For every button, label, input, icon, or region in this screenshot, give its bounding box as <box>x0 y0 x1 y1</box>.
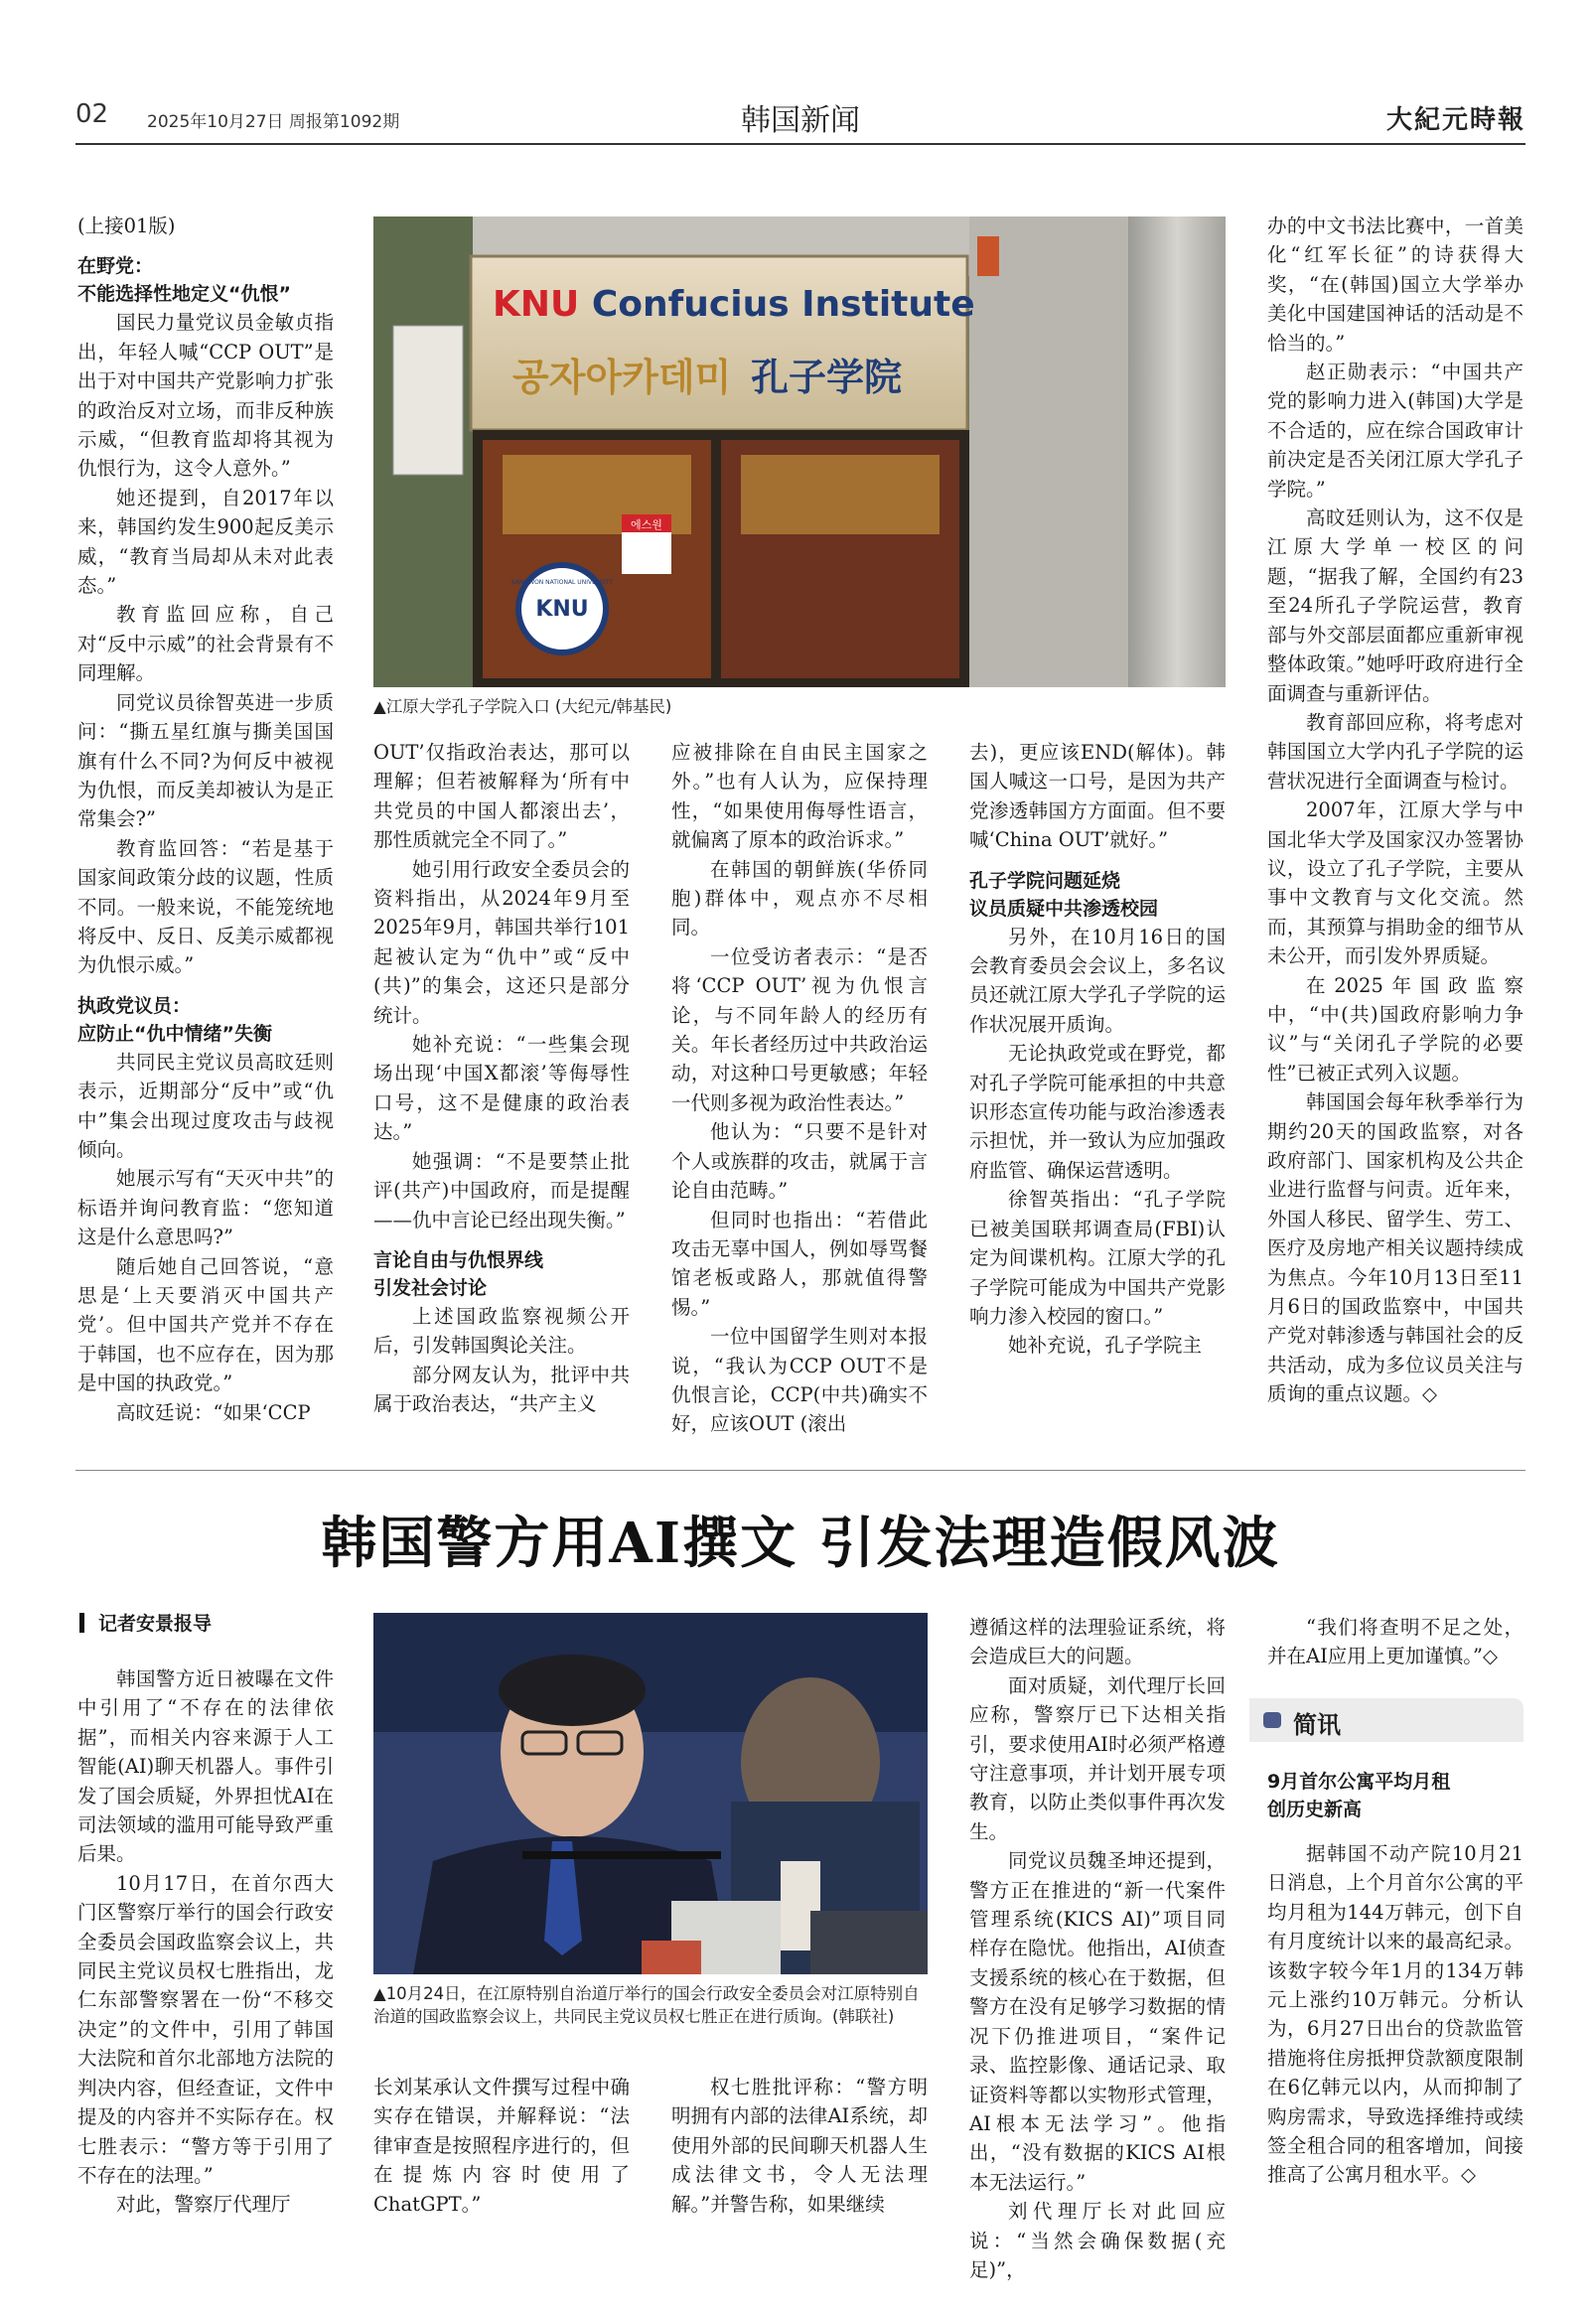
paragraph: 共同民主党议员高旼廷则表示，近期部分“反中”或“仇中”集会出现过度攻击与歧视倾向。 <box>77 1050 334 1161</box>
article2-column-4 <box>969 1613 1226 2284</box>
subhead: 执政党议员： <box>77 994 192 1017</box>
paragraph: 上述国政监察视频公开后，引发韩国舆论关注。 <box>373 1304 630 1358</box>
photo-caption: ▲江原大学孔子学院入口 (大纪元/韩基民) <box>373 697 672 716</box>
paragraph: 无论执政党或在野党，都对孔子学院可能承担的中共意识形态宣传功能与政治渗透表示担忧，并一致认为应加强政府监管、确保运营透明。 <box>969 1042 1226 1182</box>
issue-date: 2025年10月27日 周报第1092期 <box>147 112 400 132</box>
paragraph: 她引用行政安全委员会的资料指出，从2024年9月至2025年9月，韩国共举行101起被认定为“仇中”或“反中(共)”的集会，这还只是部分统计。 <box>373 857 630 1027</box>
paragraph: 应被排除在自由民主国家之外。”也有人认为，应保持理性，“如果使用侮辱性语言，就偏离了原本的政治诉求。” <box>671 741 928 852</box>
section-divider <box>75 1470 1525 1471</box>
paragraph: 遵循这样的法理验证系统，将会造成巨大的问题。 <box>969 1616 1226 1668</box>
byline-bar <box>79 1613 84 1633</box>
photo-caption: ▲10月24日，在江原特别自治道厅举行的国会行政安全委员会对江原特别自治道的国政监察会议上，共同民主党议员权七胜正在进行质询。(韩联社) <box>373 1984 920 2026</box>
masthead <box>75 95 1525 143</box>
paragraph: 办的中文书法比赛中，一首美化“红军长征”的诗获得大奖，“在(韩国)国立大学举办美化中国建国神话的活动是不恰当的。” <box>1267 215 1523 355</box>
paragraph: 但同时也指出：“若借此攻击无辜中国人，例如辱骂餐馆老板或路人，那就值得警惕。” <box>671 1208 928 1319</box>
article1-column-2 <box>373 738 630 1419</box>
seal-text: KNU <box>535 597 589 622</box>
brief-title: 创历史新高 <box>1267 1799 1363 1820</box>
sign-english: Confucius Institute <box>591 284 975 325</box>
paragraph: 10月17日，在首尔西大门区警察厅举行的国会行政安全委员会国政监察会议上，共同民主党议员权七胜指出，龙仁东部警察署在一份“不移交决定”的文件中，引用了韩国大法院和首尔北部地方法院的判决内容，但经查证，文件中提及的内容并不实际存在。权七胜表示：“警方等于引用了不存在的法理。” <box>77 1871 334 2187</box>
article2-column-5 <box>1267 1613 1523 1671</box>
paragraph: 在韩国的朝鲜族(华侨同胞)群体中，观点亦不尽相同。 <box>671 857 928 939</box>
paragraph: 教育监回答：“若是基于国家间政策分歧的议题，性质不同。一般来说，不能笼统地将反中、反日、反美示威都视为仇恨示威。” <box>77 836 334 977</box>
paragraph: 她还提到，自2017年以来，韩国约发生900起反美示威，“教育当局却从未对此表态。” <box>77 486 334 598</box>
paragraph: 她补充说：“一些集会现场出现‘中国X都滚’等侮辱性口号，这不是健康的政治表达。” <box>373 1033 630 1144</box>
seal-ring-text: KANGWON NATIONAL UNIVERSITY <box>511 579 613 586</box>
brief-header <box>1249 1698 1523 1742</box>
paragraph: 长刘某承认文件撰写过程中确实存在错误，并解释说：“法律审查是按照程序进行的，但在提炼内容时使用了ChatGPT。” <box>373 2076 630 2216</box>
article2-column-2 <box>373 2073 630 2219</box>
paragraph: 同党议员徐智英进一步质问：“撕五星红旗与撕美国国旗有什么不同?为何反中被视为仇恨，而反美却被认为是正常集会?” <box>77 690 334 831</box>
subhead: 言论自由与仇恨界线 <box>373 1248 544 1271</box>
paragraph: 一位中国留学生则对本报说，“我认为CCP OUT不是仇恨言论，CCP(中共)确实不好，应该OUT (滚出 <box>671 1325 928 1436</box>
paragraph: 在2025年国政监察中，“中(共)国政府影响力争议”与“关闭孔子学院的必要性”已被正式列入议题。 <box>1267 973 1523 1084</box>
article1-column-3 <box>671 738 928 1439</box>
article1-column-1 <box>77 212 334 1427</box>
paragraph: 教育部回应称，将考虑对韩国国立大学内孔子学院的运营状况进行全面调查与检讨。 <box>1267 710 1523 793</box>
byline-text: 记者安景报导 <box>98 1613 213 1635</box>
subhead: 不能选择性地定义“仇恨” <box>77 283 291 306</box>
paragraph: 高旼廷说：“如果‘CCP <box>116 1400 311 1424</box>
sign-korean: 공자아카데미 <box>512 356 732 399</box>
paragraph: 赵正勋表示：“中国共产党的影响力进入(韩国)大学是不合适的，应在综合国政审计前决定是否关闭江原大学孔子学院。” <box>1267 361 1523 501</box>
paragraph: 另外，在10月16日的国会教育委员会会议上，多名议员还就江原大学孔子学院的运作状况展开质询。 <box>969 925 1226 1036</box>
paragraph: 她展示写有“天灭中共”的标语并询问教育监：“您知道这是什么意思吗?” <box>77 1167 334 1249</box>
paragraph: 高旼廷则认为，这不仅是江原大学单一校区的问题，“据我了解，全国约有23至24所孔子学院运营，教育部与外交部层面都应重新审视整体政策。”她呼吁政府进行全面调查与重新评估。 <box>1267 506 1523 705</box>
brief-label: 简讯 <box>1293 1711 1341 1739</box>
paragraph: 韩国国会每年秋季举行为期约20天的国政监察，对各政府部门、国家机构及公共企业进行监督与问责。近年来，外国人移民、留学生、劳工、医疗及房地产相关议题持续成为焦点。今年10月13日至11月6日的国政监察中，中国共产党对韩渗透与韩国社会的反共活动，成为多位议员关注与质询的重点议题。◇ <box>1267 1090 1523 1406</box>
sign-chinese: 孔子学院 <box>751 355 903 399</box>
paragraph: 随后她自己回答说，“意思是‘上天要消灭中国共产党’。但中国共产党并不存在于韩国，也不应存在，因为那是中国的执政党。” <box>77 1254 334 1395</box>
paragraph: OUT’仅指政治表达，那可以理解；但若被解释为‘所有中共党员的中国人都滚出去’，那性质就完全不同了。” <box>373 741 630 852</box>
paragraph: 同党议员魏圣坤还提到，警方正在推进的“新一代案件管理系统(KICS AI)”项目同样存在隐忧。他指出，AI侦查支援系统的核心在于数据，但警方在没有足够学习数据的情况下仍推进项目，“案件记录、监控影像、通话记录、取证资料等都以实物形式管理，AI根本无法学习”。他指出，“没有数据的KICS AI根本无法运行。” <box>969 1849 1226 2194</box>
sign-prefix: KNU <box>493 284 580 325</box>
photo-illustration <box>373 1613 928 1974</box>
photo-illustration <box>373 217 1226 687</box>
paragraph: “我们将查明不足之处，并在AI应用上更加谨慎。”◇ <box>1267 1616 1523 1668</box>
hearing-photo <box>373 1613 928 1974</box>
article2-headline: 韩国警方用AI撰文 引发法理造假风波 <box>321 1511 1280 1576</box>
paragraph: 徐智英指出：“孔子学院已被美国联邦调查局(FBI)认定为间谍机构。江原大学的孔子学院可能成为中国共产党影响力渗入校园的窗口。” <box>969 1188 1226 1328</box>
paragraph: 教育监回应称，自己对“反中示威”的社会背景有不同理解。 <box>77 603 334 685</box>
newspaper-logo: 大紀元時報 <box>1385 105 1525 135</box>
subhead: 孔子学院问题延烧 <box>969 869 1121 892</box>
svg-text:KNU Confucius Institute <box>493 284 975 325</box>
subhead: 引发社会讨论 <box>373 1276 488 1299</box>
paragraph: 据韩国不动产院10月21日消息，上个月首尔公寓的平均月租为144万韩元，创下自有月度统计以来的最高纪录。该数字较今年1月的134万韩元上涨约10万韩元。分析认为，6月27日出台的贷款监管措施将住房抵押贷款额度限制在6亿韩元以内，从而抑制了购房需求，导致选择维持或续签全租合同的租客增加，间接推高了公寓月租水平。◇ <box>1267 1842 1523 2187</box>
article1-column-5 <box>1267 212 1523 1409</box>
paragraph: 国民力量党议员金敏贞指出，年轻人喊“CCP OUT”是出于对中国共产党影响力扩张的政治反对立场，而非反种族示威，“但教育监却将其视为仇恨行为，这令人意外。” <box>77 311 334 481</box>
paragraph: 韩国警方近日被曝在文件中引用了“不存在的法律依据”，而相关内容来源于人工智能(AI)聊天机器人。事件引发了国会质疑，外界担忧AI在司法领域的滥用可能导致严重后果。 <box>77 1667 334 1866</box>
paragraph: 她补充说，孔子学院主 <box>1008 1334 1203 1358</box>
continued-note: (上接01版) <box>77 215 176 237</box>
paragraph: 去)，更应该END(解体)。韩国人喊这一口号，是因为共产党渗透韩国方方面面。但不要喊‘China OUT’就好。” <box>969 741 1226 852</box>
article2-column-3 <box>671 2073 928 2219</box>
paragraph: 一位受访者表示：“是否将‘CCP OUT’视为仇恨言论，与不同年龄人的经历有关。年长者经历过中共政治运动，对这种口号更敏感；年轻一代则多视为政治性表达。” <box>671 944 928 1114</box>
article1-column-4 <box>969 738 1226 1361</box>
paragraph: 部分网友认为，批评中共属于政治表达，“共产主义 <box>373 1363 630 1416</box>
brief-column <box>1267 1768 1523 2190</box>
top-rule <box>75 143 1525 145</box>
section-title: 韩国新闻 <box>741 103 860 138</box>
confucius-institute-photo <box>373 217 1226 687</box>
article2-column-1 <box>77 1664 334 2220</box>
paragraph: 权七胜批评称：“警方明明拥有内部的法律AI系统，却使用外部的民间聊天机器人生成法律文书，令人无法理解。”并警告称，如果继续 <box>671 2076 928 2216</box>
brief-title: 9月首尔公寓平均月租 <box>1267 1771 1451 1793</box>
paragraph: 2007年，江原大学与中国北华大学及国家汉办签署协议，设立了孔子学院，主要从事中文教育与文化交流。然而，其预算与捐助金的细节从未公开，而引发外界质疑。 <box>1267 798 1523 968</box>
paragraph: 面对质疑，刘代理厅长回应称，警察厅已下达相关指引，要求使用AI时必须严格遵守注意事项，并计划开展专项教育，以防止类似事件再次发生。 <box>969 1673 1226 1843</box>
subhead: 在野党： <box>77 255 154 278</box>
door-sign-text: 에스원 <box>631 518 662 531</box>
paragraph: 他认为：“只要不是针对个人或族群的攻击，就属于言论自由范畴。” <box>671 1120 928 1203</box>
paragraph: 对此，警察厅代理厅 <box>116 2193 291 2217</box>
subhead: 应防止“仇中情绪”失衡 <box>77 1022 272 1045</box>
subhead: 议员质疑中共渗透校园 <box>969 897 1159 920</box>
page-number: 02 <box>75 99 109 129</box>
paragraph: 她强调：“不是要禁止批评(共产)中国政府，而是提醒——仇中言论已经出现失衡。” <box>373 1149 630 1231</box>
brief-marker-icon <box>1263 1712 1281 1728</box>
byline <box>79 1609 212 1636</box>
paragraph: 刘代理厅长对此回应说：“当然会确保数据(充足)”， <box>969 2200 1226 2281</box>
